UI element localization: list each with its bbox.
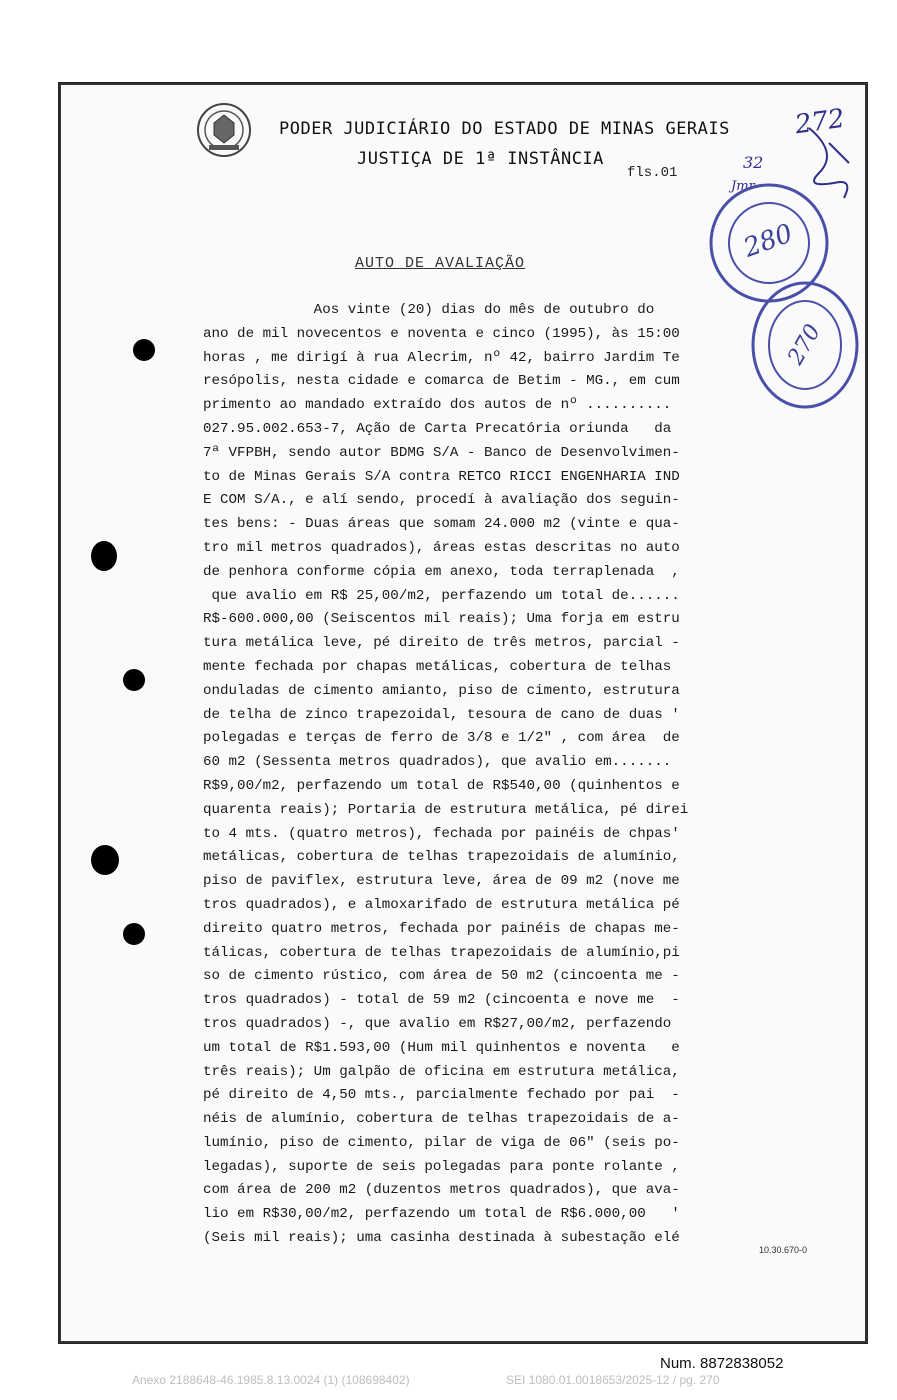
body-line: tros quadrados) - total de 59 m2 (cincoenta e nove me -	[203, 992, 680, 1009]
body-line: tálicas, cobertura de telhas trapezoidais de alumínio,pi	[203, 944, 680, 961]
svg-text:270: 270	[783, 320, 826, 370]
body-line: primento ao mandado extraído dos autos de nº ..........	[203, 397, 672, 414]
body-line: piso de paviflex, estrutura leve, área de 09 m2 (nove me	[203, 873, 680, 890]
body-line: mente fechada por chapas metálicas, cobertura de telhas	[203, 658, 672, 675]
body-line: R$9,00/m2, perfazendo um total de R$540,00 (quinhentos e	[203, 777, 680, 794]
body-line: lio em R$30,00/m2, perfazendo um total de R$6.000,00 '	[203, 1206, 680, 1223]
document-body	[203, 299, 743, 1251]
punch-hole	[123, 669, 145, 691]
body-line: tros quadrados) -, que avalio em R$27,00/m2, perfazendo	[203, 1015, 672, 1032]
body-line: 60 m2 (Sessenta metros quadrados), que avalio em.......	[203, 754, 672, 771]
body-line: tura metálica leve, pé direito de três metros, parcial -	[203, 635, 680, 652]
body-line: de penhora conforme cópia em anexo, toda terraplenada ,	[203, 563, 680, 580]
body-line: de telha de zinco trapezoidal, tesoura de cano de duas '	[203, 706, 680, 723]
body-line: néis de alumínio, cobertura de telhas trapezoidais de a-	[203, 1111, 680, 1128]
body-line: 027.95.002.653-7, Ação de Carta Precatória oriunda da	[203, 420, 672, 437]
body-line: onduladas de cimento amianto, piso de cimento, estrutura	[203, 682, 680, 699]
court-stamp-lower	[749, 279, 861, 411]
body-line: 7ª VFPBH, sendo autor BDMG S/A - Banco de Desenvolvimen-	[203, 444, 680, 461]
punch-hole	[91, 541, 117, 571]
body-line: to 4 mts. (quatro metros), fechada por painéis de chpas'	[203, 825, 680, 842]
body-line: tro mil metros quadrados), áreas estas descritas no auto	[203, 539, 680, 556]
handwritten-initials: Jmr	[731, 179, 755, 194]
body-line: que avalio em R$ 25,00/m2, perfazendo um total de......	[203, 587, 680, 604]
body-line: polegadas e terças de ferro de 3/8 e 1/2" , com área de	[203, 730, 680, 747]
header-instance: JUSTIÇA DE 1ª INSTÂNCIA	[357, 149, 604, 169]
body-line: pé direito de 4,50 mts., parcialmente fechado por pai -	[203, 1087, 680, 1104]
body-line: metálicas, cobertura de telhas trapezoidais de alumínio,	[203, 849, 680, 866]
form-code: 10.30.670-0	[759, 1245, 808, 1255]
footer-right: SEI 1080.01.0018653/2025-12 / pg. 270	[506, 1373, 720, 1387]
body-line: Aos vinte (20) dias do mês de outubro do	[203, 302, 655, 318]
punch-hole	[123, 923, 145, 945]
body-line: com área de 200 m2 (duzentos metros quadrados), que ava-	[203, 1182, 680, 1199]
body-line: R$-600.000,00 (Seiscentos mil reais); Uma forja em estru	[203, 611, 680, 628]
body-line: horas , me dirigí à rua Alecrim, nº 42, bairro Jardim Te	[203, 349, 680, 366]
body-line: legadas), suporte de seis polegadas para ponte rolante ,	[203, 1158, 680, 1175]
body-line: to de Minas Gerais S/A contra RETCO RICCI ENGENHARIA IND	[203, 468, 680, 485]
punch-hole	[133, 339, 155, 361]
body-line: tros quadrados), e almoxarifado de estrutura metálica pé	[203, 896, 680, 913]
body-line: resópolis, nesta cidade e comarca de Betim - MG., em cum	[203, 373, 680, 390]
body-line: tes bens: - Duas áreas que somam 24.000 m2 (vinte e qua-	[203, 516, 680, 533]
body-line: (Seis mil reais); uma casinha destinada à subestação elé	[203, 1230, 680, 1247]
coat-of-arms-emblem	[195, 101, 253, 159]
body-line: três reais); Um galpão de oficina em estrutura metálica,	[203, 1063, 680, 1080]
document-title: AUTO DE AVALIAÇÃO	[355, 255, 526, 272]
header-court-name: PODER JUDICIÁRIO DO ESTADO DE MINAS GERAIS	[279, 119, 730, 139]
body-line: um total de R$1.593,00 (Hum mil quinhentos e noventa e	[203, 1039, 680, 1056]
body-line: ano de mil novecentos e noventa e cinco (1995), às 15:00	[203, 325, 680, 342]
body-line: so de cimento rústico, com área de 50 m2 (cincoenta me -	[203, 968, 680, 985]
signature-scribble	[799, 123, 859, 203]
svg-text:280: 280	[739, 218, 797, 264]
document-num: Num. 8872838052	[660, 1355, 784, 1372]
folio-number: fls.01	[627, 165, 678, 181]
body-line: direito quatro metros, fechada por painéis de chapas me-	[203, 920, 680, 937]
handwritten-page-number: 272	[793, 103, 847, 141]
document-sheet	[58, 82, 868, 1344]
handwritten-page-number-mid: 32	[743, 153, 764, 172]
body-line: lumínio, piso de cimento, pilar de viga de 06" (seis po-	[203, 1134, 680, 1151]
body-line: E COM S/A., e alí sendo, procedí à avaliação dos seguin-	[203, 492, 680, 509]
body-line: quarenta reais); Portaria de estrutura metálica, pé direi	[203, 801, 689, 818]
footer-left: Anexo 2188648-46.1985.8.13.0024 (1) (108698402)	[132, 1373, 410, 1387]
punch-hole	[91, 845, 119, 875]
